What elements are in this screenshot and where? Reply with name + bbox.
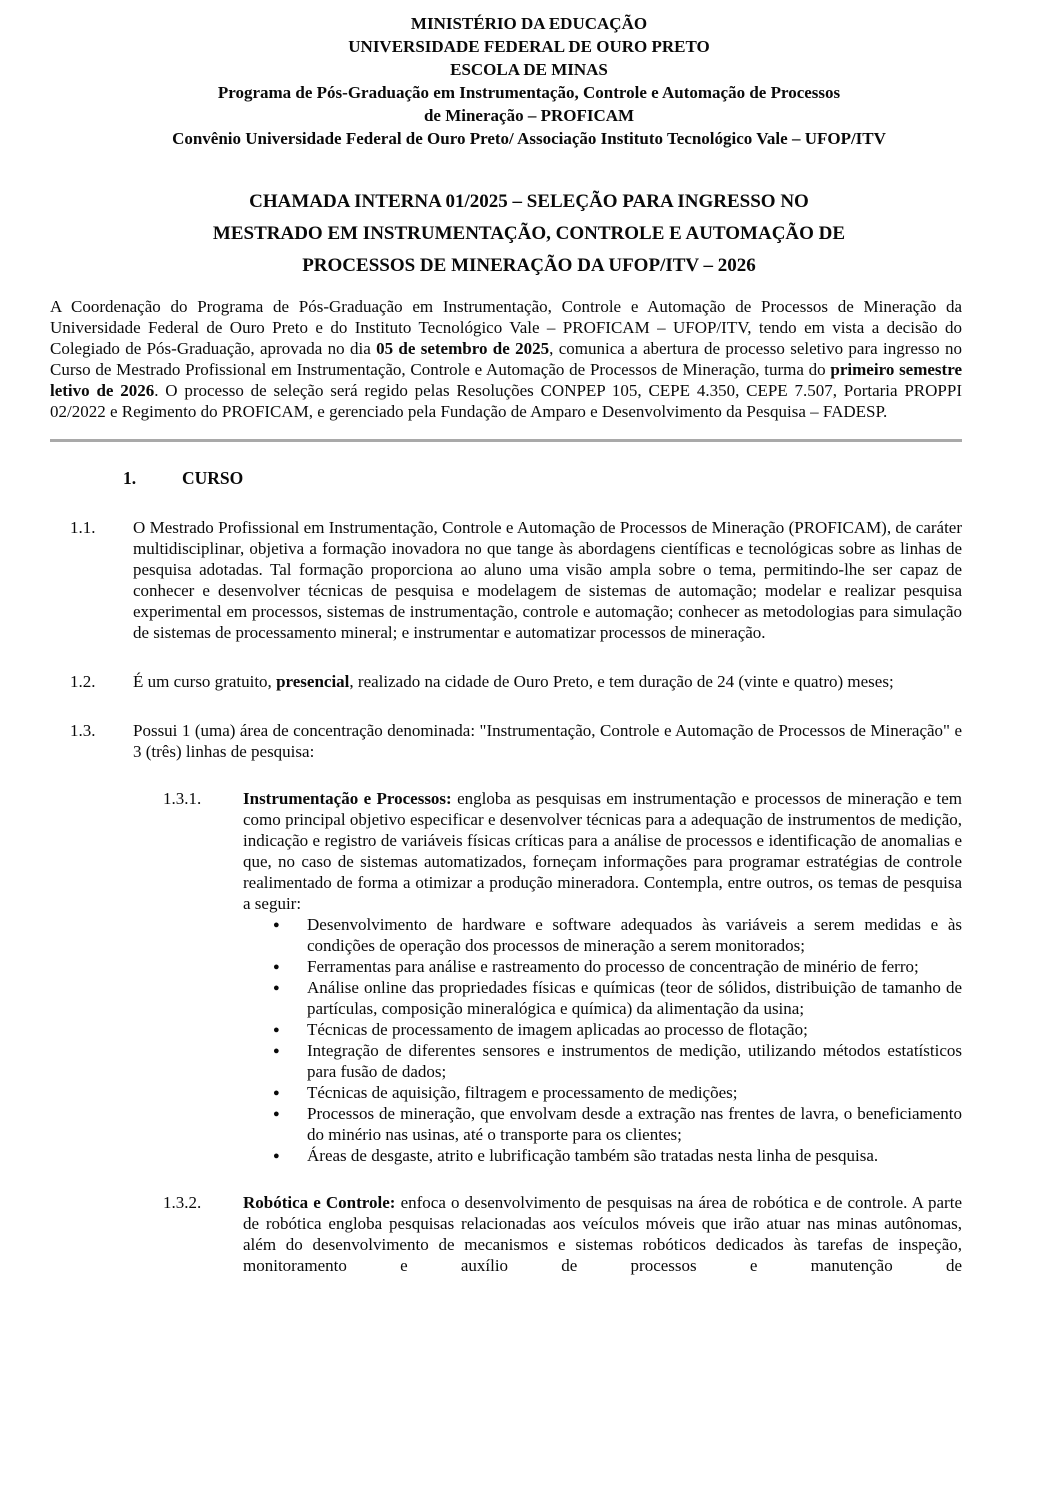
document-title (0, 186, 1058, 282)
subitem-text (243, 788, 962, 1166)
letterhead-line: de Mineração – PROFICAM (423, 106, 635, 125)
item-number: 1.3. (70, 721, 96, 740)
letterhead (0, 0, 1058, 150)
subitem-1-3-1 (50, 788, 962, 1166)
letterhead-line: UNIVERSIDADE FEDERAL DE OURO PRETO (348, 37, 710, 56)
document-body (50, 296, 962, 1276)
item-1-2 (50, 671, 962, 692)
section-heading (50, 468, 962, 489)
bullet-item: ● Desenvolvimento de hardware e software adequados às variáveis a serem medidas e às condições de operação dos processos de mineração a serem monitorados; (243, 914, 962, 956)
item-text: Possui 1 (uma) área de concentração denominada: "Instrumentação, Controle e Automação de Processos de Mineração" e 3 (três) linhas de pesquisa: (133, 721, 962, 761)
research-topics-list (243, 914, 962, 1166)
bullet-item: ● Análise online das propriedades físicas e químicas (teor de sólidos, distribuição de tamanho de partículas, composição mineralógica e química) da alimentação da usina; (243, 977, 962, 1019)
section-number: 1. (123, 468, 137, 488)
letterhead-line: MINISTÉRIO DA EDUCAÇÃO (410, 14, 648, 33)
intro-paragraph: A Coordenação do Programa de Pós-Graduação em Instrumentação, Controle e Automação de Processos de Mineração da Universidade Federal de Ouro Preto e do Instituto Tecnológico Vale – PROFICAM – UFOP/ITV, tendo em vista a decisão do Colegiado de Pós-Graduação, aprovada no dia 05 de setembro de 2025, comunica a abertura de processo seletivo para ingresso no Curso de Mestrado Profissional em Instrumentação, Controle e Automação de Processos de Mineração, turma do primeiro semestre letivo de 2026. O processo de seleção será regido pelas Resoluções CONPEP 105, CEPE 4.350, CEPE 7.507, Portaria PROPPI 02/2022 e Regimento do PROFICAM, e gerenciado pela Fundação de Amparo e Desenvolvimento da Pesquisa – FADESP. (50, 297, 962, 421)
document-title-line: MESTRADO EM INSTRUMENTAÇÃO, CONTROLE E AUTOMAÇÃO DE (212, 223, 846, 244)
section-divider (50, 439, 962, 442)
subitem-paragraph: Instrumentação e Processos: engloba as pesquisas em instrumentação e processos de mineração e tem como principal objetivo especificar e desenvolver técnicas para a adequação de instrumentos de medição, indicação e registro de variáveis físicas críticas para a análise de processos e identificação de anomalias e que, no caso de sistemas automatizados, forneçam informações para programar estratégias de controle realimentado de forma a otimizar a produção mineradora. Contempla, entre outros, os temas de pesquisa a seguir: (243, 789, 962, 913)
subitem-text: Robótica e Controle: enfoca o desenvolvimento de pesquisas na área de robótica e de controle. A parte de robótica engloba pesquisas relacionadas aos veículos móveis que irão atuar nas minas autônomas, além do desenvolvimento de mecanismos e sistemas robóticos dedicados às tarefas de inspeção, monitoramento e auxílio de processos e manutenção de (243, 1193, 962, 1275)
document-title-line: PROCESSOS DE MINERAÇÃO DA UFOP/ITV – 2026 (302, 255, 756, 276)
section-title: CURSO (182, 468, 244, 488)
subitem-number: 1.3.2. (163, 1193, 202, 1212)
bullet-item: ● Processos de mineração, que envolvam desde a extração nas frentes de lavra, o beneficiamento do minério nas usinas, até o transporte para os clientes; (243, 1103, 962, 1145)
document-title-line: CHAMADA INTERNA 01/2025 – SELEÇÃO PARA INGRESSO NO (249, 191, 809, 212)
item-text: É um curso gratuito, presencial, realizado na cidade de Ouro Preto, e tem duração de 24 (vinte e quatro) meses; (133, 672, 894, 691)
item-text: O Mestrado Profissional em Instrumentação, Controle e Automação de Processos de Mineração (PROFICAM), de caráter multidisciplinar, objetiva a formação inovadora no que tange às abordagens científicas e tecnológicas sobre as linhas de pesquisa adotadas. Tal formação proporciona ao aluno uma visão ampla sobre o tema, permitindo-lhe ser capaz de conhecer e desenvolver técnicas de pesquisa e modelagem de sistemas de automação; modelar e realizar pesquisa experimental em processos, sistemas de instrumentação, controle e automação; conhecer as metodologias para simulação de sistemas de processamento mineral; e instrumentar e automatizar processos de mineração. (133, 518, 962, 642)
letterhead-line: Programa de Pós-Graduação em Instrumentação, Controle e Automação de Processos (217, 83, 841, 102)
bullet-item: ● Técnicas de aquisição, filtragem e processamento de medições; (243, 1082, 962, 1103)
item-number: 1.2. (70, 672, 96, 691)
bullet-item: ● Integração de diferentes sensores e instrumentos de medição, utilizando métodos estatísticos para fusão de dados; (243, 1040, 962, 1082)
subitem-1-3-2 (50, 1192, 962, 1276)
letterhead-line: Convênio Universidade Federal de Ouro Preto/ Associação Instituto Tecnológico Vale – UFOP/ITV (172, 129, 886, 148)
item-1-3 (50, 720, 962, 762)
letterhead-line: ESCOLA DE MINAS (450, 60, 608, 79)
item-1-1 (50, 517, 962, 643)
bullet-item: ● Áreas de desgaste, atrito e lubrificação também são tratadas nesta linha de pesquisa. (243, 1145, 962, 1166)
bullet-item: ● Ferramentas para análise e rastreamento do processo de concentração de minério de ferro; (243, 956, 962, 977)
item-number: 1.1. (70, 518, 96, 537)
bullet-item: ● Técnicas de processamento de imagem aplicadas ao processo de flotação; (243, 1019, 962, 1040)
subitem-number: 1.3.1. (163, 789, 202, 808)
